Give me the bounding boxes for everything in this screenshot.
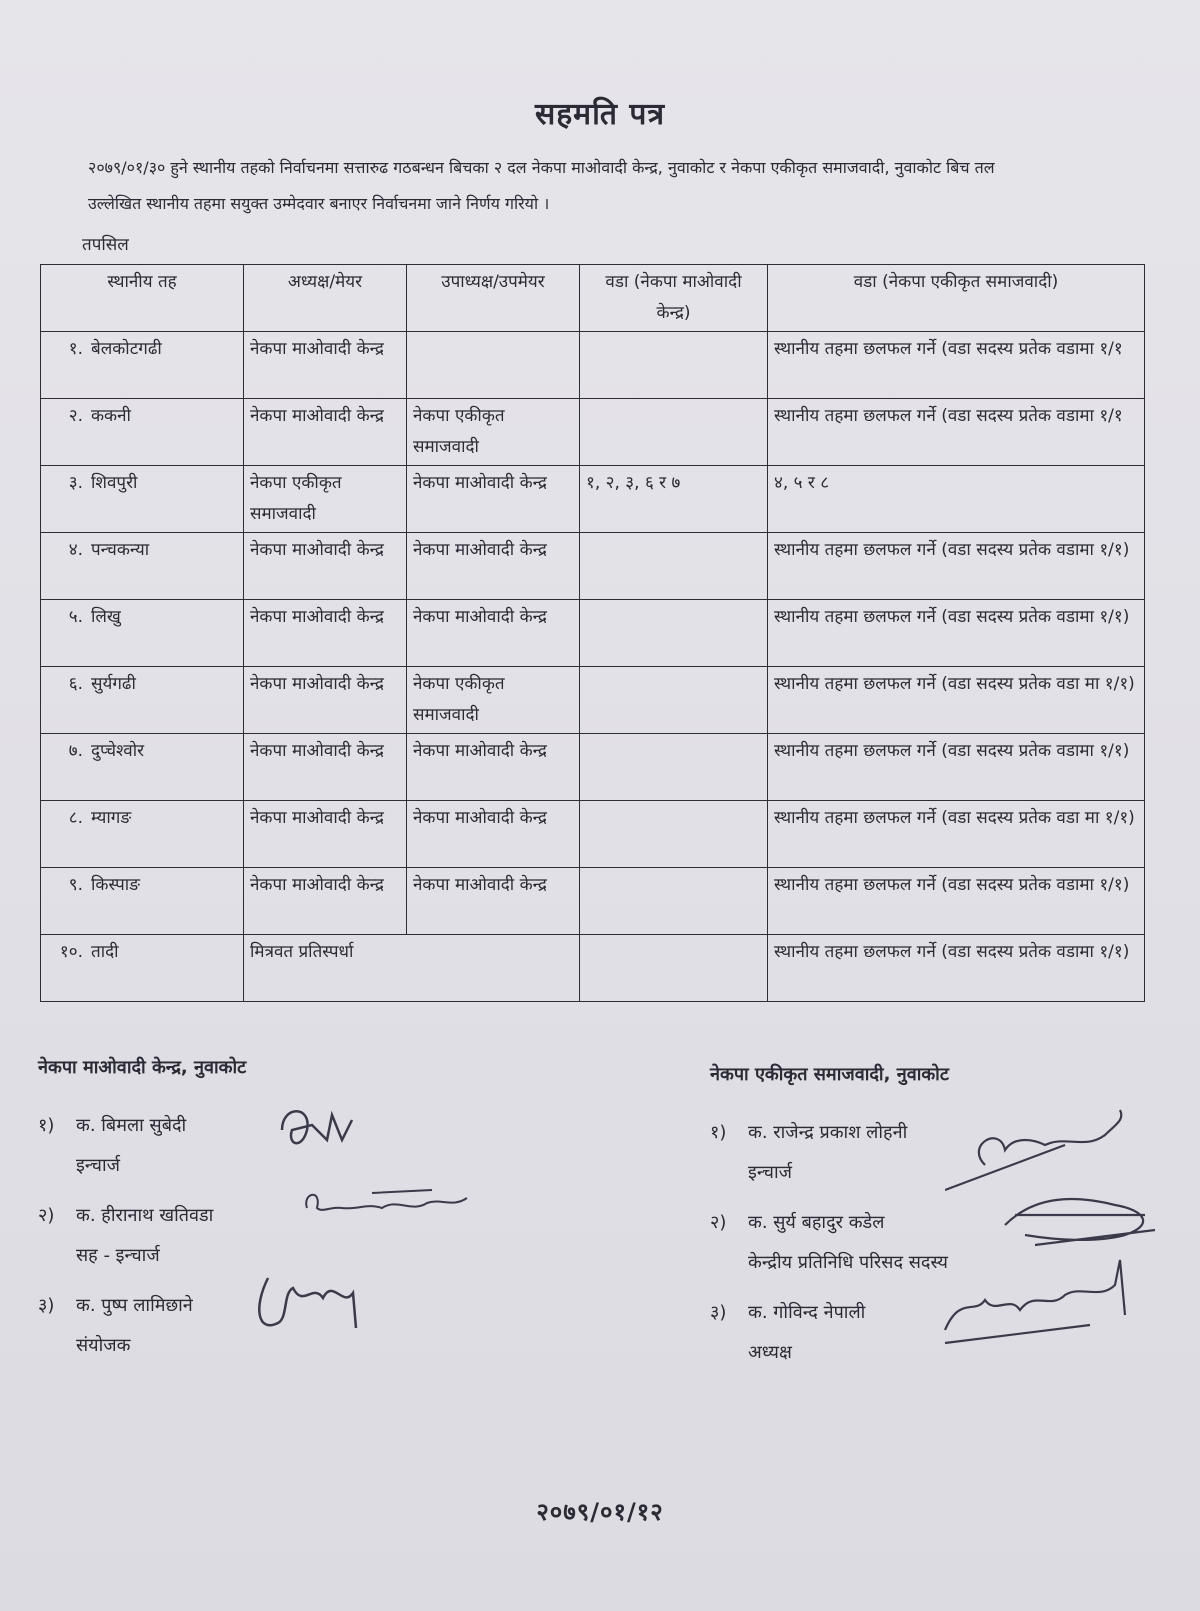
local-level-name: लिखु bbox=[91, 607, 121, 627]
signature-1-right bbox=[945, 1105, 1135, 1195]
table-header-row bbox=[41, 265, 1145, 332]
document-title: सहमति पत्र bbox=[534, 97, 666, 132]
local-level-name: म्यागङ bbox=[91, 808, 132, 828]
signatory-index: २) bbox=[710, 1212, 727, 1233]
signature-2-right bbox=[995, 1185, 1165, 1255]
vice-cell bbox=[407, 332, 580, 399]
local-level-cell bbox=[41, 801, 244, 868]
chair-cell: नेकपा माओवादी केन्द्र bbox=[244, 600, 407, 667]
signatory-name-text: क. बिमला सुबेदी bbox=[76, 1115, 187, 1136]
vice-cell: नेकपा माओवादी केन्द्र bbox=[407, 600, 580, 667]
ward-socialist-cell: ४, ५ र ८ bbox=[768, 466, 1145, 533]
header-local-level: स्थानीय तह bbox=[41, 265, 244, 332]
signatory-role: केन्द्रीय प्रतिनिधि परिसद सदस्य bbox=[748, 1252, 948, 1273]
ward-maoist-cell bbox=[580, 332, 768, 399]
header-ward-maoist: वडा (नेकपा माओवादी केन्द्र) bbox=[580, 265, 768, 332]
row-number: ६. bbox=[68, 674, 83, 694]
chair-cell: नेकपा माओवादी केन्द्र bbox=[244, 533, 407, 600]
table-row bbox=[41, 868, 1145, 935]
vice-cell: नेकपा माओवादी केन्द्र bbox=[407, 466, 580, 533]
signatory-name-text: क. राजेन्द्र प्रकाश लोहनी bbox=[748, 1122, 908, 1143]
row-number: ३. bbox=[68, 473, 83, 493]
row-number: ८. bbox=[68, 808, 83, 828]
signatory-role: अध्यक्ष bbox=[748, 1342, 792, 1363]
merged-candidate-cell: मित्रवत प्रतिस्पर्धा bbox=[244, 935, 580, 1002]
local-level-name: तादी bbox=[91, 942, 119, 962]
local-level-cell bbox=[41, 935, 244, 1002]
vice-cell: नेकपा एकीकृत समाजवादी bbox=[407, 667, 580, 734]
local-level-name: पन्चकन्या bbox=[91, 540, 150, 560]
table-row bbox=[41, 533, 1145, 600]
chair-cell: नेकपा एकीकृत समाजवादी bbox=[244, 466, 407, 533]
right-party-name: नेकपा एकीकृत समाजवादी, नुवाकोट bbox=[710, 1064, 949, 1085]
local-level-cell bbox=[41, 868, 244, 935]
signatory-role: इन्चार्ज bbox=[748, 1162, 793, 1183]
signature-3-right bbox=[940, 1255, 1140, 1350]
chair-cell: नेकपा माओवादी केन्द्र bbox=[244, 667, 407, 734]
signatory-name-text: क. सुर्य बहादुर कडेल bbox=[748, 1212, 885, 1233]
table-row bbox=[41, 801, 1145, 868]
ward-maoist-cell bbox=[580, 734, 768, 801]
table-body bbox=[41, 332, 1145, 1002]
ward-maoist-cell bbox=[580, 868, 768, 935]
local-level-cell bbox=[41, 667, 244, 734]
vice-cell: नेकपा एकीकृत समाजवादी bbox=[407, 399, 580, 466]
row-number: ९. bbox=[68, 875, 83, 895]
ward-maoist-cell bbox=[580, 935, 768, 1002]
local-level-name: बेलकोटगढी bbox=[91, 339, 162, 359]
row-number: १. bbox=[68, 339, 83, 359]
row-number: ७. bbox=[68, 741, 83, 761]
local-level-name: दुप्चेश्वोर bbox=[91, 741, 145, 761]
ward-socialist-cell: स्थानीय तहमा छलफल गर्ने (वडा सदस्य प्रतेक वडामा १/१) bbox=[768, 533, 1145, 600]
signatory-index: १) bbox=[710, 1122, 727, 1143]
table-row bbox=[41, 466, 1145, 533]
local-level-name: शिवपुरी bbox=[91, 473, 138, 493]
local-level-cell bbox=[41, 466, 244, 533]
signatory-role: संयोजक bbox=[76, 1335, 131, 1356]
header-chair: अध्यक्ष/मेयर bbox=[244, 265, 407, 332]
vice-cell: नेकपा माओवादी केन्द्र bbox=[407, 868, 580, 935]
chair-cell: नेकपा माओवादी केन्द्र bbox=[244, 801, 407, 868]
signatory-index: १) bbox=[38, 1115, 55, 1136]
vice-cell: नेकपा माओवादी केन्द्र bbox=[407, 533, 580, 600]
chair-cell: नेकपा माओवादी केन्द्र bbox=[244, 332, 407, 399]
signatory-name-text: क. हीरानाथ खतिवडा bbox=[76, 1205, 214, 1226]
ward-socialist-cell: स्थानीय तहमा छलफल गर्ने (वडा सदस्य प्रतेक वडा मा १/१) bbox=[768, 801, 1145, 868]
signature-2-left bbox=[302, 1178, 472, 1238]
ward-maoist-cell bbox=[580, 600, 768, 667]
table-row bbox=[41, 667, 1145, 734]
table-row bbox=[41, 734, 1145, 801]
local-level-name: किस्पाङ bbox=[91, 875, 140, 895]
ward-socialist-cell: स्थानीय तहमा छलफल गर्ने (वडा सदस्य प्रतेक वडामा १/१) bbox=[768, 600, 1145, 667]
ward-socialist-cell: स्थानीय तहमा छलफल गर्ने (वडा सदस्य प्रतेक वडामा १/१) bbox=[768, 935, 1145, 1002]
table-row bbox=[41, 600, 1145, 667]
row-number: २. bbox=[68, 406, 83, 426]
document-date: २०७९/०१/१२ bbox=[536, 1498, 664, 1526]
signature-3-left bbox=[248, 1268, 378, 1338]
signatory-role: इन्चार्ज bbox=[76, 1155, 121, 1176]
intro-paragraph: २०७९/०१/३० हुने स्थानीय तहको निर्वाचनमा सत्तारुढ गठबन्धन बिचका २ दल नेकपा माओवादी केन्द्र, नुवाकोट र नेकपा एकीकृत समाजवादी, नुवाकोट बिच तल उल्लेखित स्थानीय तहमा सयुक्त उम्मेदवार बनाएर निर्वाचनमा जाने निर्णय गरियो । bbox=[88, 158, 995, 213]
ward-maoist-cell bbox=[580, 667, 768, 734]
ward-maoist-cell bbox=[580, 533, 768, 600]
left-party-name: नेकपा माओवादी केन्द्र, नुवाकोट bbox=[38, 1057, 247, 1078]
ward-socialist-cell: स्थानीय तहमा छलफल गर्ने (वडा सदस्य प्रतेक वडामा १/१) bbox=[768, 868, 1145, 935]
signatory-index: ३) bbox=[710, 1302, 727, 1323]
signatory-name-text: क. पुष्प लामिछाने bbox=[76, 1295, 193, 1316]
local-level-name: सुर्यगढी bbox=[91, 674, 136, 694]
row-number: ५. bbox=[68, 607, 83, 627]
local-level-name: ककनी bbox=[91, 406, 131, 426]
agreement-table bbox=[40, 264, 1145, 1002]
vice-cell: नेकपा माओवादी केन्द्र bbox=[407, 734, 580, 801]
chair-cell: नेकपा माओवादी केन्द्र bbox=[244, 734, 407, 801]
local-level-cell bbox=[41, 600, 244, 667]
table-row bbox=[41, 332, 1145, 399]
local-level-cell bbox=[41, 399, 244, 466]
ward-socialist-cell: स्थानीय तहमा छलफल गर्ने (वडा सदस्य प्रतेक वडा मा १/१) bbox=[768, 667, 1145, 734]
header-ward-socialist: वडा (नेकपा एकीकृत समाजवादी) bbox=[768, 265, 1145, 332]
signatory-name-text: क. गोविन्द नेपाली bbox=[748, 1302, 866, 1323]
local-level-cell bbox=[41, 332, 244, 399]
table-row bbox=[41, 399, 1145, 466]
ward-maoist-cell: १, २, ३, ६ र ७ bbox=[580, 466, 768, 533]
chair-cell: नेकपा माओवादी केन्द्र bbox=[244, 399, 407, 466]
ward-socialist-cell: स्थानीय तहमा छलफल गर्ने (वडा सदस्य प्रतेक वडामा १/१ bbox=[768, 399, 1145, 466]
details-label: तपसिल bbox=[82, 235, 129, 255]
table-row bbox=[41, 935, 1145, 1002]
row-number: १०. bbox=[59, 942, 83, 962]
chair-cell: नेकपा माओवादी केन्द्र bbox=[244, 868, 407, 935]
signatory-index: २) bbox=[38, 1205, 55, 1226]
header-vice: उपाध्यक्ष/उपमेयर bbox=[407, 265, 580, 332]
local-level-cell bbox=[41, 533, 244, 600]
signature-1-left bbox=[272, 1100, 422, 1160]
signatory-role: सह - इन्चार्ज bbox=[76, 1245, 160, 1266]
local-level-cell bbox=[41, 734, 244, 801]
vice-cell: नेकपा माओवादी केन्द्र bbox=[407, 801, 580, 868]
row-number: ४. bbox=[68, 540, 83, 560]
ward-socialist-cell: स्थानीय तहमा छलफल गर्ने (वडा सदस्य प्रतेक वडामा १/१ bbox=[768, 332, 1145, 399]
ward-socialist-cell: स्थानीय तहमा छलफल गर्ने (वडा सदस्य प्रतेक वडामा १/१) bbox=[768, 734, 1145, 801]
ward-maoist-cell bbox=[580, 801, 768, 868]
signatory-index: ३) bbox=[38, 1295, 55, 1316]
ward-maoist-cell bbox=[580, 399, 768, 466]
